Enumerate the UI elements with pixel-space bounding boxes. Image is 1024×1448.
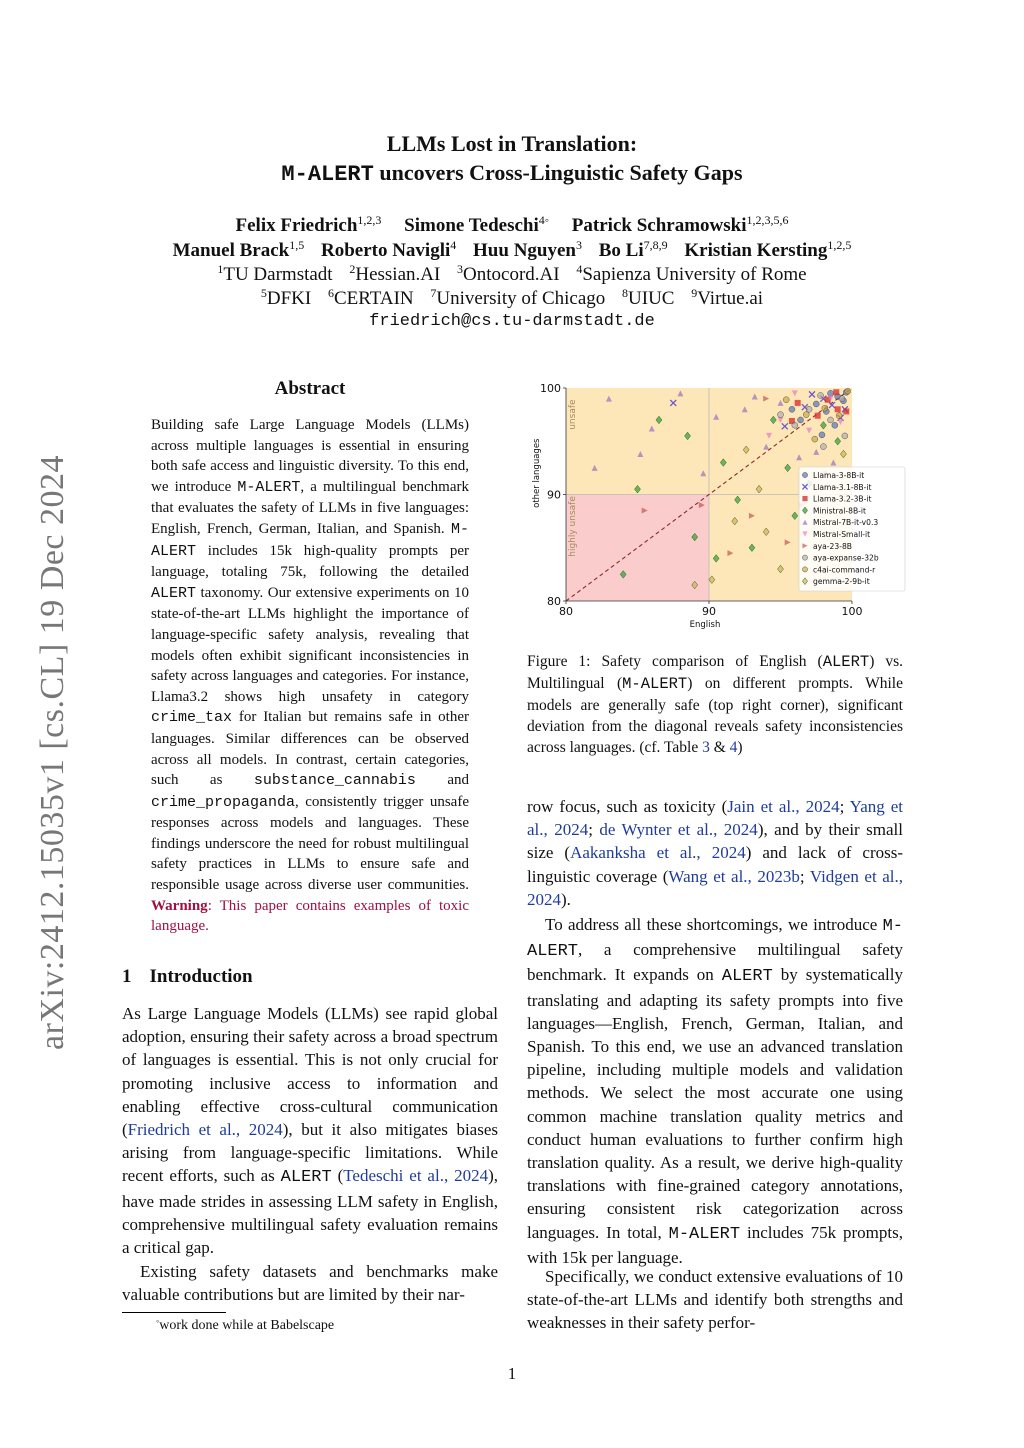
page-number: 1 <box>507 1364 517 1383</box>
affiliation: $^7$University of Chicago <box>430 286 606 309</box>
data-point <box>832 422 838 428</box>
author: Manuel Brack$^{1,5}$ <box>172 238 305 261</box>
legend-label: Llama-3.1-8B-it <box>813 482 872 492</box>
data-point <box>813 401 819 407</box>
affiliation: $^4$Sapienza University of Rome <box>576 262 807 285</box>
legend-label: Mistral-7B-it-v0.3 <box>813 518 879 528</box>
data-point <box>828 417 834 423</box>
legend-marker <box>802 555 807 560</box>
legend-label: aya-expanse-32b <box>813 553 879 563</box>
y-tick-label: 90 <box>547 488 561 502</box>
legend-label: Ministral-8B-it <box>813 506 867 516</box>
x-tick-label: 100 <box>841 605 863 618</box>
citation-link[interactable]: Tedeschi et al., 2024 <box>343 1166 489 1186</box>
right-paragraph-2: To address all these shortcomings, we introduce M-ALERT, a comprehensive multilingual safety benchmark. It expands on ALERT by systematically translating and adapting its safety prompts into five languages—English, French, German, Italian, and Spanish. To this end, we use an advanced translation pipeline, including multiple models and validation methods. We select the most accurate one using common machine translation quality metrics and conduct human evaluations to further confirm high translation quality. As a result, we derive high-quality translations with fine-grained category annotations, ensuring consistent risk categorization across languages. In total, M-ALERT includes 75k prompts, with 15k per language. <box>527 915 903 1267</box>
citation-link[interactable]: Wang et al., 2023b <box>668 866 800 886</box>
legend-label: Mistral-Small-it <box>813 530 871 539</box>
author: Felix Friedrich$^{1,2,3}$ <box>235 213 382 236</box>
data-point <box>778 412 784 418</box>
affiliation-row-2 <box>0 286 1024 310</box>
x-tick-label: 90 <box>702 605 716 618</box>
data-point <box>815 413 821 419</box>
affiliation: $^2$Hessian.AI <box>349 262 441 285</box>
title-rest: uncovers Cross-Linguistic Safety Gaps <box>373 160 743 185</box>
y-axis-label: other languages <box>532 438 542 508</box>
table-ref-link[interactable]: 4 <box>729 739 738 756</box>
author: Simone Tedeschi$^{4◦}$ <box>404 213 550 236</box>
affiliation-row-1 <box>0 262 1024 286</box>
author: Patrick Schramowski$^{1,2,3,5,6}$ <box>571 213 789 236</box>
legend-marker <box>802 472 807 477</box>
right-paragraph-3: Specifically, we conduct extensive evaluations of 10 state-of-the-art LLMs and identify both strengths and weaknesses in their safety perfor- <box>527 1267 903 1333</box>
intro-paragraph-1: As Large Language Models (LLMs) see rapid global adoption, ensuring their safety across a broad spectrum of languages is essential. This is not only crucial for promoting inclusive access to information and enabling effective cross-cultural communication (Friedrich et al., 2024), but it also mitigates biases arising from language-specific limitations. While recent efforts, such as ALERT (Tedeschi et al., 2024), have made strides in assessing LLM safety in English, comprehensive multilingual safety evaluation remains a critical gap. <box>122 1004 498 1258</box>
contact-email[interactable]: friedrich@cs.tu-darmstadt.de <box>369 312 655 331</box>
abstract-body: Building safe Large Language Models (LLMs) across multiple languages is essential in ensuring both safe access and linguistic diversity. To this end, we introduce M-ALERT, a multilingual benchmark that evaluates the safety of LLMs in five languages: English, French, German, Italian, and Spanish. M-ALERT includes 15k high-quality prompts per language, totaling 75k, following the detailed ALERT taxonomy. Our extensive experiments on 10 state-of-the-art LLMs highlight the importance of language-specific safety analysis, revealing that models often exhibit significant inconsistencies in safety across languages and categories. For instance, Llama3.2 shows high unsafety in category crime_tax for Italian but remains safe in other languages. Similar differences can be observed across all models. In contrast, certain categories, such as substance_cannabis and crime_propaganda, consistently trigger unsafe responses across models and languages. These findings underscore the need for robust multilingual safety practices in LLMs to ensure safe and responsible usage across diverse user communities. Warning: This paper contains examples of toxic language. <box>151 417 469 935</box>
legend-label: c4ai-command-r <box>813 565 876 575</box>
author: Roberto Navigli$^4$ <box>320 238 457 261</box>
citation-link[interactable]: Friedrich et al., 2024 <box>127 1120 283 1140</box>
legend-label: gemma-2-9b-it <box>813 577 870 587</box>
title-benchmark-name: M-ALERT <box>281 162 374 187</box>
data-point <box>839 396 845 402</box>
affiliation: $^9$Virtue.ai <box>691 286 764 309</box>
legend-marker <box>802 496 807 501</box>
y-tick-label: 100 <box>540 382 561 395</box>
data-point <box>789 406 795 412</box>
data-point <box>806 406 812 412</box>
abstract-heading: Abstract <box>274 378 346 399</box>
data-point <box>835 406 841 412</box>
region-label-unsafe: unsafe <box>568 399 578 430</box>
author-row-1 <box>0 213 1024 237</box>
author-row-2 <box>0 238 1024 262</box>
data-point <box>783 397 789 403</box>
data-point <box>820 444 826 450</box>
section-heading-introduction: 1 Introduction <box>122 966 253 987</box>
x-tick-label: 80 <box>559 605 573 618</box>
intro-paragraph-2: Existing safety datasets and benchmarks make valuable contributions but are limited by their nar- <box>122 1262 498 1305</box>
paper-title-line-2 <box>0 160 1024 187</box>
data-point <box>833 389 839 395</box>
author: Huu Nguyen$^3$ <box>473 238 582 261</box>
data-point <box>836 413 842 419</box>
data-point <box>795 400 801 406</box>
warning-label: Warning <box>151 897 208 914</box>
citation-link[interactable]: Yang et al., 2024 <box>527 797 904 840</box>
data-point <box>819 432 825 438</box>
data-point <box>798 417 804 423</box>
citation-link[interactable]: Jain et al., 2024 <box>727 797 840 816</box>
data-point <box>822 405 828 411</box>
citation-link[interactable]: de Wynter et al., 2024 <box>599 820 758 840</box>
affiliation: $^3$Ontocord.AI <box>457 262 560 285</box>
legend-label: aya-23-8B <box>813 541 852 551</box>
footnote-divider <box>122 1312 226 1313</box>
legend-marker <box>802 567 807 572</box>
figure-1-caption: Figure 1: Safety comparison of English (ALERT) vs. Multilingual (M-ALERT) on different prompts. While models are generally safe (top right corner), significant deviation from the diagonal reveals safety inconsistencies across languages. (cf. Table 3 & 4) <box>527 653 903 756</box>
paper-title-line-1: LLMs Lost in Translation: <box>386 131 638 156</box>
scatter-plot-svg <box>520 378 910 636</box>
affiliation: $^5$DFKI <box>260 286 312 309</box>
footnote: ◦work done while at Babelscape <box>156 1316 335 1333</box>
data-point <box>843 408 849 414</box>
data-point <box>812 436 818 442</box>
y-tick-label: 80 <box>547 595 561 608</box>
citation-link[interactable]: Vidgen et al., 2024 <box>527 866 904 909</box>
author: Bo Li$^{7,8,9}$ <box>598 238 668 261</box>
affiliation: $^8$UIUC <box>622 286 675 309</box>
data-point <box>828 390 834 396</box>
table-ref-link[interactable]: 3 <box>702 739 710 756</box>
warning-text: : This paper contains examples of toxic language. <box>151 897 469 935</box>
arxiv-identifier: arXiv:2412.15035v1 [cs.CL] 19 Dec 2024 <box>34 454 71 1050</box>
data-point <box>792 422 798 428</box>
right-paragraph-1: row focus, such as toxicity (Jain et al., 2024; Yang et al., 2024; de Wynter et al., 2024), and by their small size (Aakanksha et al., 2024) and lack of cross-linguistic coverage (Wang et al., 2023b; Vidgen et al., 2024). <box>527 797 904 909</box>
citation-link[interactable]: Aakanksha et al., 2024 <box>570 843 746 863</box>
affiliation: $^6$CERTAIN <box>327 286 414 309</box>
legend-label: Llama-3.2-3B-it <box>813 494 872 504</box>
data-point <box>818 392 824 398</box>
author: Kristian Kersting$^{1,2,5}$ <box>684 238 852 261</box>
data-point <box>845 388 851 394</box>
affiliation: $^1$TU Darmstadt <box>217 262 333 285</box>
figure-1-scatter-chart <box>520 378 910 636</box>
data-point <box>803 412 809 418</box>
x-axis-label: English <box>689 620 721 630</box>
data-point <box>842 433 848 439</box>
legend-label: Llama-3-8B-it <box>813 471 865 480</box>
region-label-highly-unsafe: highly unsafe <box>568 496 578 557</box>
